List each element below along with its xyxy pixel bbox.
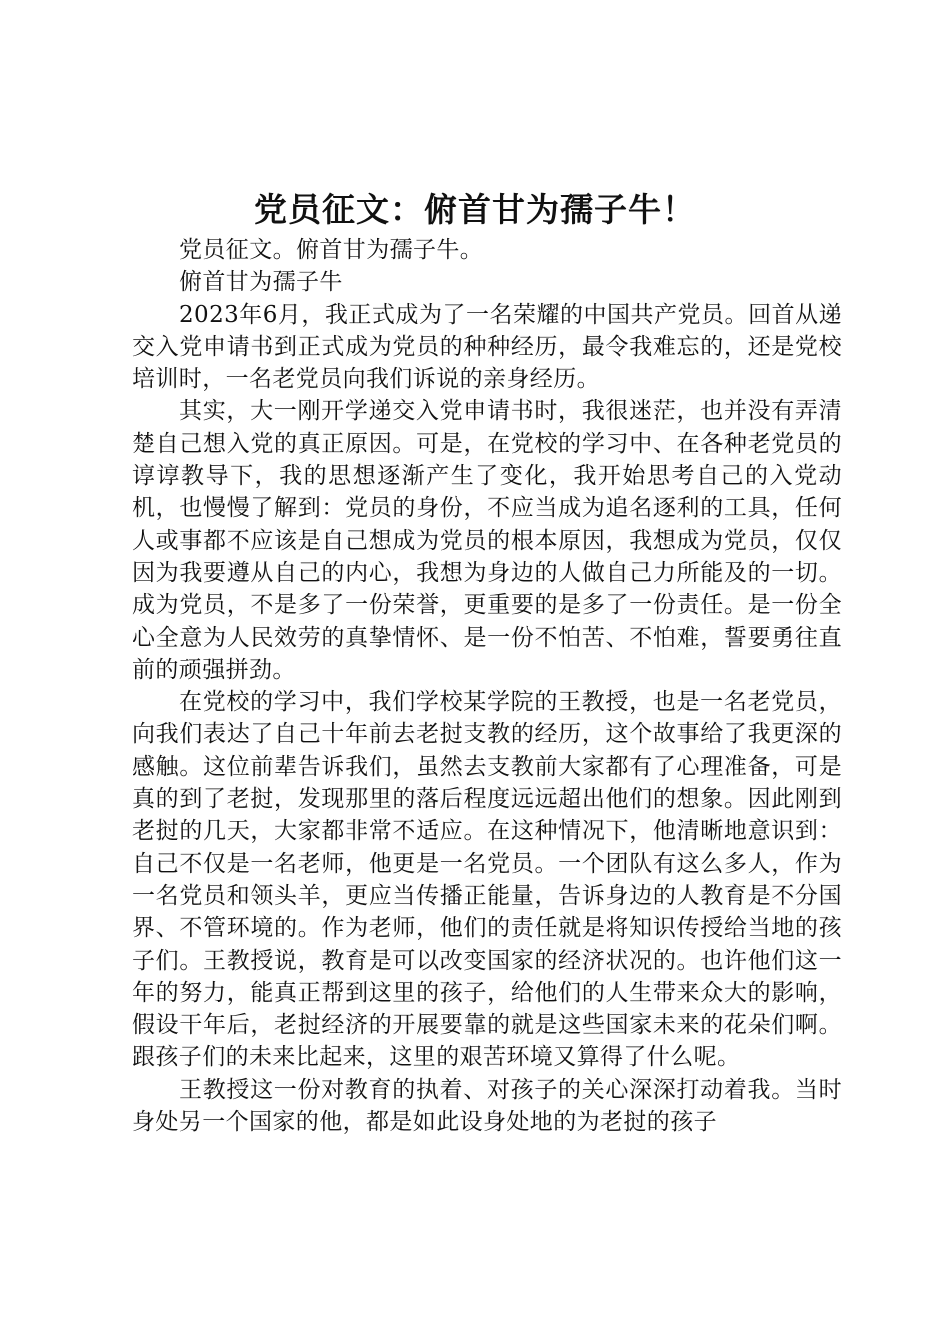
paragraph: 2023年6月，我正式成为了一名荣耀的中国共产党员。回首从递交入党申请书到正式成为党员的种种经历，最令我难忘的，还是党校培训时，一名老党员向我们诉说的亲身经历。 <box>132 301 842 393</box>
paragraph: 党员征文。俯首甘为孺子牛。 <box>179 237 484 263</box>
document-title: 党员征文：俯首甘为孺子牛！ <box>254 190 696 229</box>
paragraph: 其实，大一刚开学递交入党申请书时，我很迷茫，也并没有弄清楚自己想入党的真正原因。可是，在党校的学习中、在各种老党员的谆谆教导下，我的思想逐渐产生了变化，我开始思考自己的入党动机，也慢慢了解到：党员的身份，不应当成为追名逐利的工具，任何人或事都不应该是自己想成为党员的根本原因，我想成为党员，仅仅因为我要遵从自己的内心，我想为身边的人做自己力所能及的一切。成为党员，不是多了一份荣誉，更重要的是多了一份责任。是一份全心全意为人民效劳的真挚情怀、是一份不怕苦、不怕难，誓要勇往直前的顽强拼劲。 <box>132 398 842 683</box>
document-body <box>132 234 842 1138</box>
paragraph: 王教授这一份对教育的执着、对孩子的关心深深打动着我。当时身处另一个国家的他，都是如此设身处地的为老挝的孩子 <box>132 1076 842 1136</box>
paragraph: 在党校的学习中，我们学校某学院的王教授，也是一名老党员，向我们表达了自己十年前去老挝支教的经历，这个故事给了我更深的感触。这位前辈告诉我们，虽然去支教前大家都有了心理准备，可是真的到了老挝，发现那里的落后程度远远超出他们的想象。因此刚到老挝的几天，大家都非常不适应。在这种情况下，他清晰地意识到：自己不仅是一名老师，他更是一名党员。一个团队有这么多人，作为一名党员和领头羊，更应当传播正能量，告诉身边的人教育是不分国界、不管环境的。作为老师，他们的责任就是将知识传授给当地的孩子们。王教授说，教育是可以改变国家的经济状况的。也许他们这一年的努力，能真正帮到这里的孩子，给他们的人生带来众大的影响，假设干年后，老挝经济的开展要靠的就是这些国家未来的花朵们啊。跟孩子们的未来比起来，这里的艰苦环境又算得了什么呢。 <box>132 689 842 1071</box>
paragraph: 俯首甘为孺子牛 <box>179 269 343 296</box>
